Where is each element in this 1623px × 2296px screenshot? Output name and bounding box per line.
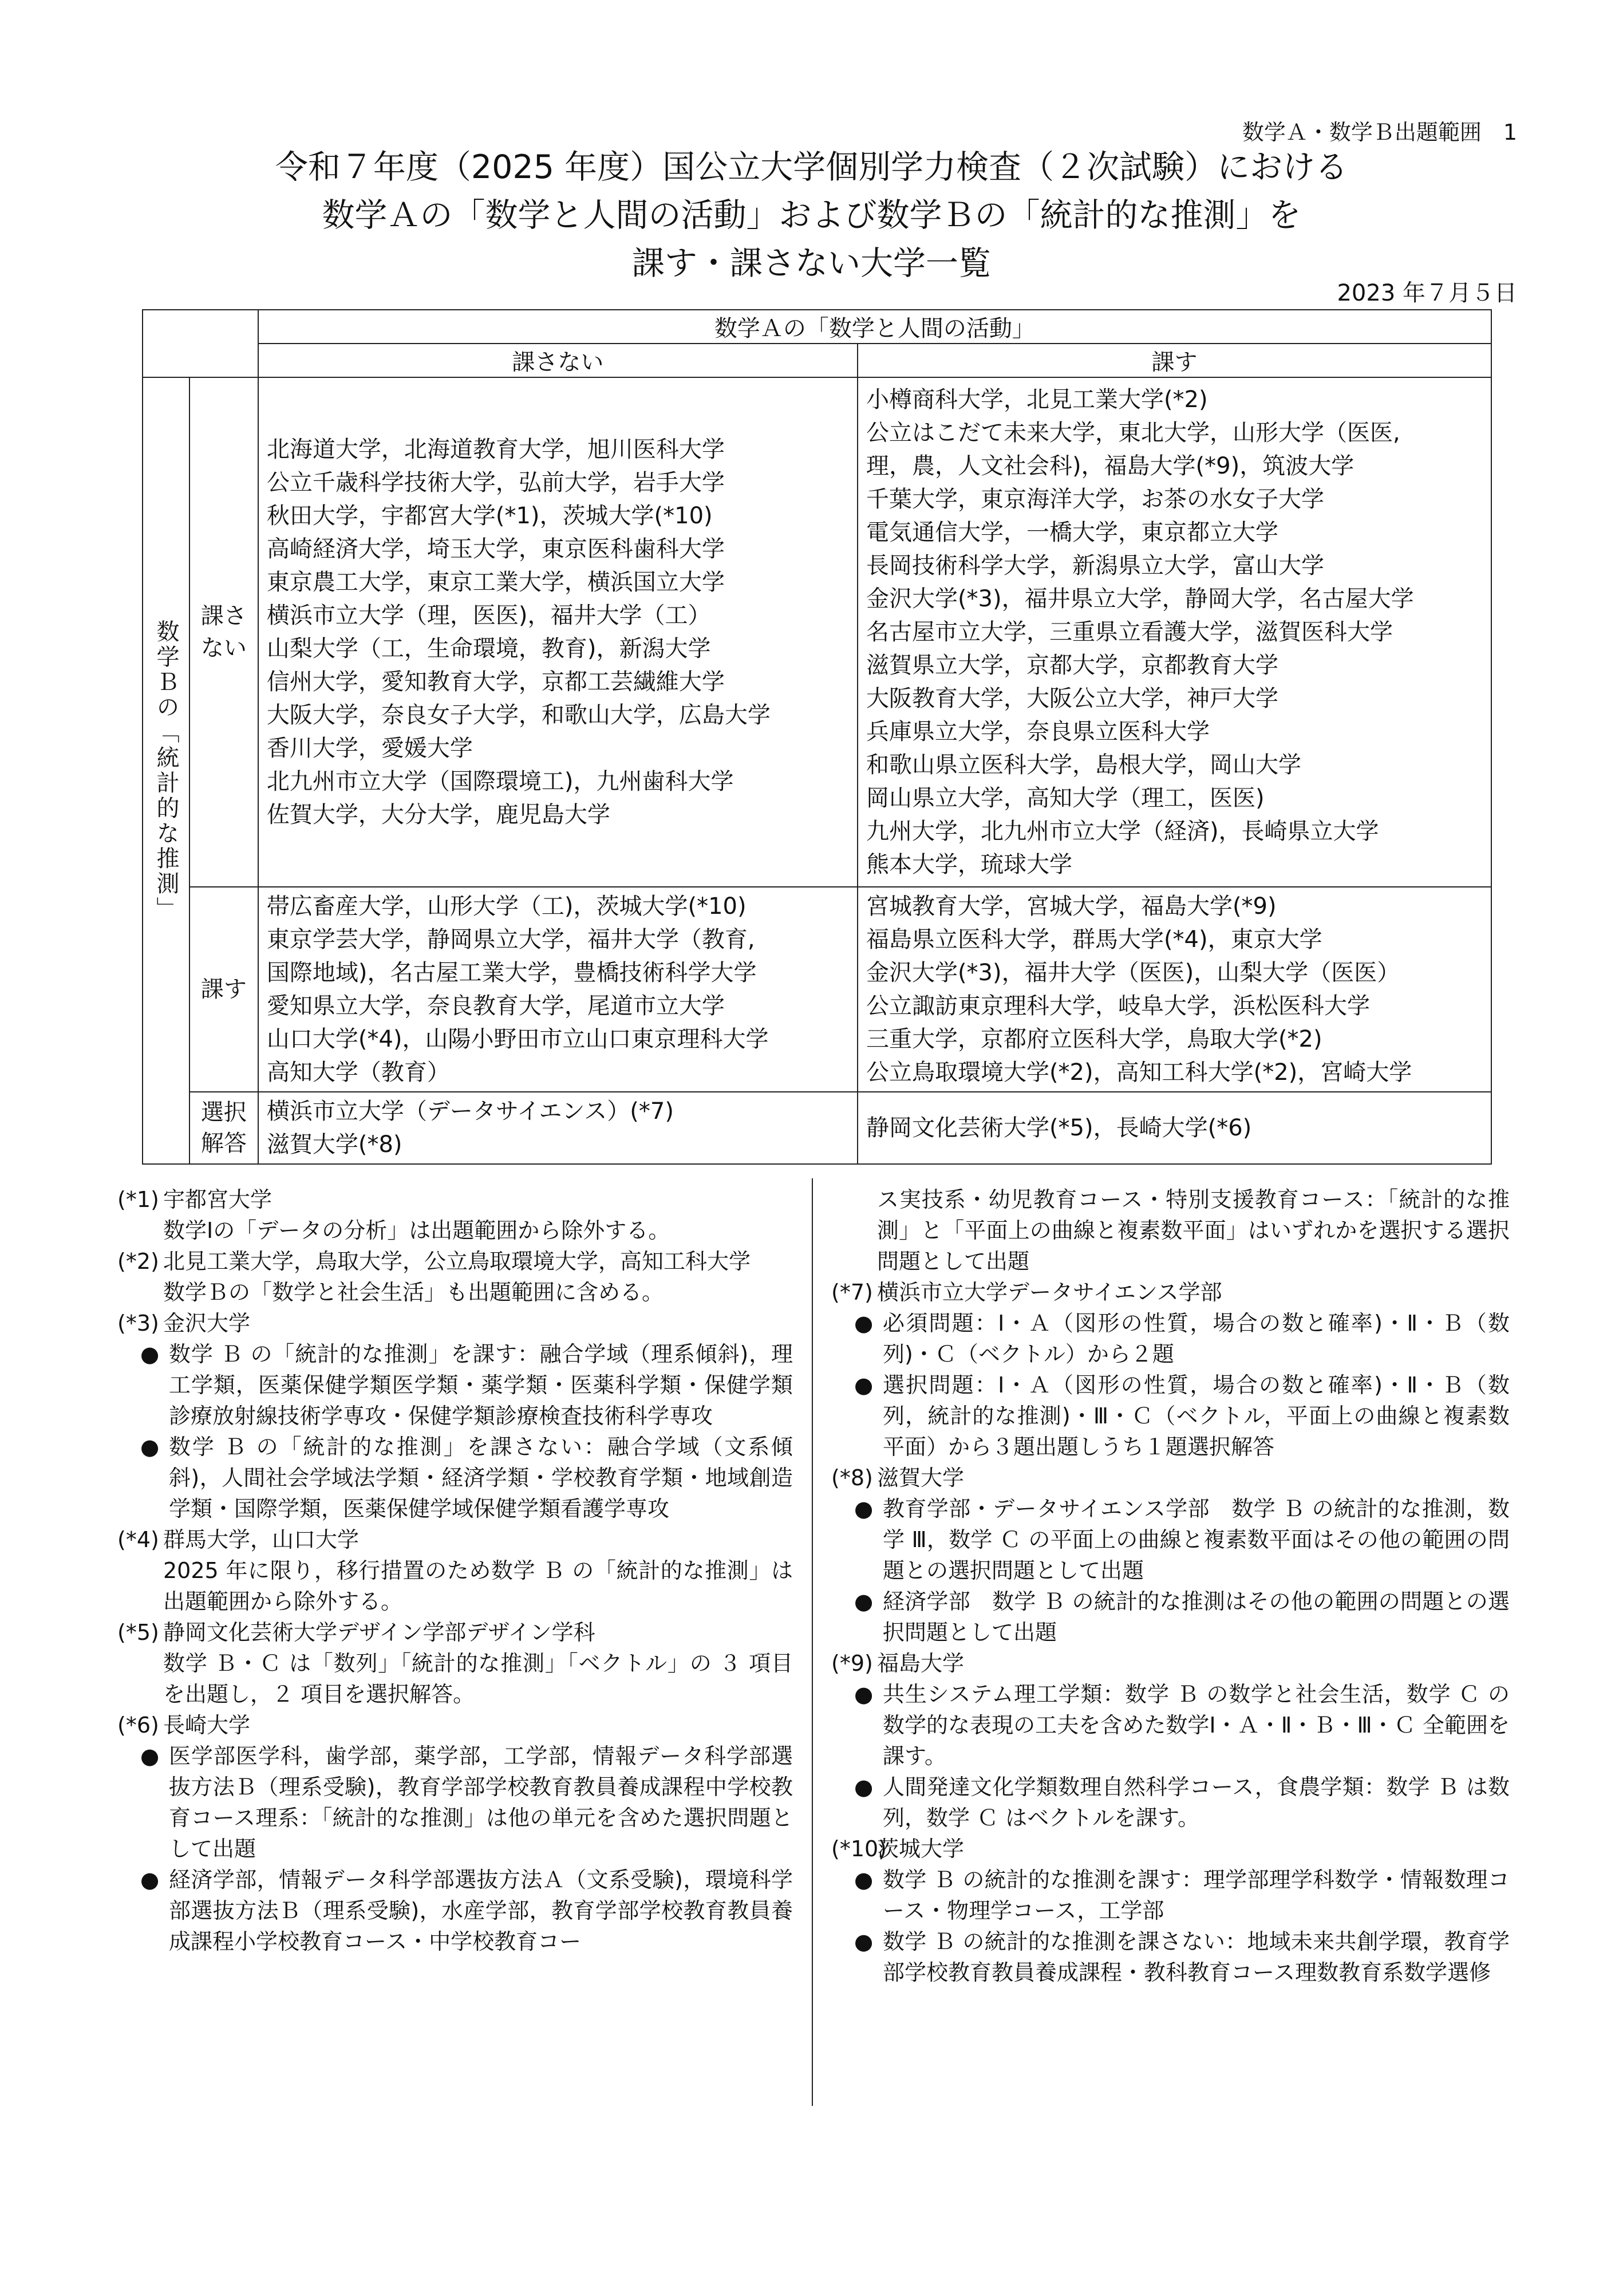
university-line: 北海道大学，北海道教育大学，旭川医科大学 [266, 436, 725, 463]
footnote-number: (*5) [117, 1620, 159, 1645]
footnote-bullet [831, 1493, 1510, 1586]
cell-yes-yes [858, 887, 1491, 1092]
footnote-heading [117, 1308, 793, 1339]
bullet-icon: ● [854, 1929, 874, 1954]
row-header-no-text: 課さ ない [200, 603, 247, 661]
university-line: 佐賀大学，大分大学，鹿児島大学 [266, 802, 610, 828]
university-line: 千葉大学，東京海洋大学，お茶の水女子大学 [866, 486, 1324, 512]
university-line: 国際地域)，名古屋工業大学，豊橋技術科学大学 [266, 960, 757, 986]
footnote-heading [831, 1648, 1510, 1679]
cell-no-yes [858, 377, 1491, 887]
university-line: 東京学芸大学，静岡県立大学，福井大学（教育, [266, 926, 755, 953]
university-line: 長岡技術科学大学，新潟県立大学，富山大学 [866, 553, 1324, 579]
university-line: 九州大学，北九州市立大学（経済)，長崎県立大学 [866, 818, 1379, 845]
footnote [117, 1246, 793, 1308]
row-header-no [189, 377, 258, 887]
footnote-number: (*8) [831, 1465, 873, 1490]
university-line: 公立千歳科学技術大学，弘前大学，岩手大学 [266, 470, 725, 496]
university-table [142, 309, 1492, 1165]
notes-left-column [117, 1184, 793, 1957]
footnote [831, 1648, 1510, 1833]
footnote-bullet [831, 1308, 1510, 1370]
university-line: 横浜市立大学（データサイエンス）(*7) [266, 1098, 674, 1125]
university-line: 福島県立医科大学，群馬大学(*4)，東京大学 [866, 926, 1322, 953]
bullet-icon: ● [854, 1682, 874, 1707]
footnote-title: 横浜市立大学データサイエンス学部 [877, 1280, 1222, 1305]
footnote-heading [831, 1462, 1510, 1493]
university-line: 三重大学，京都府立医科大学，鳥取大学(*2) [866, 1026, 1322, 1052]
cell-choice-yes [858, 1092, 1491, 1164]
university-line: 滋賀大学(*8) [266, 1131, 402, 1158]
bullet-icon: ● [140, 1342, 160, 1367]
bullet-icon: ● [854, 1774, 874, 1800]
bullet-text: 数学 Ｂ の統計的な推測を課さない：地域未来共創学環，教育学部学校教育教員養成課程・教科教育コース理数教育系数学選修 [883, 1929, 1510, 1985]
footnote-heading [831, 1277, 1510, 1308]
bullet-icon: ● [140, 1743, 160, 1769]
row-group-header [143, 377, 189, 1164]
col-header-no: 課さない [258, 344, 858, 377]
bullet-text: 経済学部，情報データ科学部選抜方法Ａ（文系受験)，環境科学部選抜方法Ｂ（理系受験)，水産学部，教育学部学校教育教員養成課程小学校教育コース・中学校教育コー [169, 1867, 793, 1954]
bullet-text: 教育学部・データサイエンス学部 数学 Ｂ の統計的な推測，数学 Ⅲ，数学 Ｃ の平面上の曲線と複素数平面はその他の範囲の問題との選択問題として出題 [883, 1496, 1510, 1583]
footnote-bullet [831, 1926, 1510, 1988]
university-line: 帯広畜産大学，山形大学（工)，茨城大学(*10) [266, 893, 747, 920]
footnote-title: 宇都宮大学 [163, 1187, 273, 1212]
footnote-title: 茨城大学 [877, 1836, 965, 1861]
university-line: 宮城教育大学，宮城大学，福島大学(*9) [866, 893, 1277, 920]
footnote-number: (*2) [117, 1249, 159, 1274]
university-line: 小樽商科大学，北見工業大学(*2) [866, 386, 1208, 413]
footnote-title: 福島大学 [877, 1651, 965, 1676]
footnote-title: 長崎大学 [163, 1713, 251, 1738]
table-corner [143, 310, 258, 377]
bullet-icon: ● [854, 1867, 874, 1892]
footnote-bullet [831, 1772, 1510, 1833]
footnote-number: (*7) [831, 1280, 873, 1305]
footnote-body: 数学Ⅰの「データの分析」は出題範囲から除外する。 [163, 1218, 670, 1243]
row-header-yes: 課す [189, 887, 258, 1092]
footnote-heading [831, 1833, 1510, 1864]
footnote [117, 1524, 793, 1617]
university-line: 公立諏訪東京理科大学，岐阜大学，浜松医科大学 [866, 993, 1370, 1019]
footnote-number: (*10) [831, 1836, 887, 1861]
footnote-bullet [117, 1864, 793, 1957]
university-line: 秋田大学，宇都宮大学(*1)，茨城大学(*10) [266, 503, 713, 529]
footnote-title: 金沢大学 [163, 1311, 251, 1336]
footnote-bullet [117, 1741, 793, 1864]
university-line: 岡山県立大学，高知大学（理工，医医) [866, 785, 1265, 811]
university-line: 電気通信大学，一橋大学，東京都立大学 [866, 519, 1278, 546]
bullet-icon: ● [854, 1496, 874, 1521]
cell-no-no [258, 377, 858, 887]
footnote-heading [117, 1617, 793, 1648]
footnote-bullet [831, 1679, 1510, 1772]
bullet-text: 選択問題：Ⅰ・Ａ（図形の性質，場合の数と確率)・Ⅱ・Ｂ（数列，統計的な推測)・Ⅲ・Ｃ（ベクトル，平面上の曲線と複素数平面）から３題出題しうち１題選択解答 [883, 1372, 1510, 1459]
footnote-heading [117, 1184, 793, 1215]
footnote-bullet [831, 1864, 1510, 1926]
col-group-header: 数学Ａの「数学と人間の活動」 [258, 310, 1491, 344]
footnote-number: (*4) [117, 1527, 159, 1552]
col-header-yes: 課す [858, 344, 1491, 377]
footnote-number: (*3) [117, 1311, 159, 1336]
university-line: 公立はこだて未来大学，東北大学，山形大学（医医, [866, 420, 1400, 446]
bullet-text: 数学 Ｂ の「統計的な推測」を課さない：融合学域（文系傾斜)，人間社会学域法学類・経済学類・学校教育学類・地域創造学類・国際学類，医薬保健学域保健学類看護学専攻 [169, 1434, 793, 1521]
bullet-icon: ● [854, 1372, 874, 1398]
footnote-heading [117, 1710, 793, 1741]
footnote [831, 1184, 1510, 1277]
bullet-icon: ● [854, 1589, 874, 1614]
bullet-text: 数学 Ｂ の統計的な推測を課す：理学部理学科数学・情報数理コース・物理学コース，工学部 [883, 1867, 1510, 1923]
title-line-1: 令和７年度（2025 年度）国公立大学個別学力検査（２次試験）における [275, 148, 1348, 186]
column-divider [812, 1178, 813, 2106]
university-line: 愛知県立大学，奈良教育大学，尾道市立大学 [266, 993, 725, 1019]
university-line: 金沢大学(*3)，福井大学（医医)，山梨大学（医医） [866, 960, 1400, 986]
university-line: 金沢大学(*3)，福井県立大学，静岡大学，名古屋大学 [866, 586, 1414, 612]
university-line: 高知大学（教育） [266, 1059, 450, 1086]
page-header-label: 数学Ａ・数学Ｂ出題範囲 1 [1242, 120, 1517, 145]
university-line: 東京農工大学，東京工業大学，横浜国立大学 [266, 569, 725, 595]
cell-choice-no [258, 1092, 858, 1164]
footnote-bullet [831, 1370, 1510, 1462]
title-line-2: 数学Ａの「数学と人間の活動」および数学Ｂの「統計的な推測」を [322, 196, 1301, 234]
university-line: 和歌山県立医科大学，島根大学，岡山大学 [866, 752, 1301, 778]
footnote-body: 数学Ｂの「数学と社会生活」も出題範囲に含める。 [163, 1280, 664, 1305]
title-line-3: 課す・課さない大学一覧 [632, 244, 991, 282]
footnote [831, 1833, 1510, 1988]
university-line: 横浜市立大学（理，医医)，福井大学（工） [266, 602, 711, 629]
university-line: 名古屋市立大学，三重県立看護大学，滋賀医科大学 [866, 619, 1393, 645]
footnote-title: 静岡文化芸術大学デザイン学部デザイン学科 [163, 1620, 595, 1645]
university-line: 北九州市立大学（国際環境工)，九州歯科大学 [266, 768, 734, 795]
footnote [117, 1308, 793, 1524]
footnote-title: 群馬大学，山口大学 [163, 1527, 360, 1552]
footnote-title: 滋賀大学 [877, 1465, 965, 1490]
cell-yes-no [258, 887, 858, 1092]
footnote [831, 1277, 1510, 1462]
university-line: 公立鳥取環境大学(*2)，高知工科大学(*2)，宮崎大学 [866, 1059, 1412, 1086]
footnote [117, 1184, 793, 1246]
footnote-number: (*1) [117, 1187, 159, 1212]
footnote-bullet [831, 1586, 1510, 1648]
footnote-heading [117, 1246, 793, 1277]
bullet-text: 医学部医学科，歯学部，薬学部，工学部，情報データ科学部選抜方法Ｂ（理系受験)，教育学部学校教育教員養成課程中学校教育コース理系：「統計的な推測」は他の単元を含めた選択問題として出題 [169, 1743, 793, 1861]
row-header-choice [189, 1092, 258, 1164]
university-line: 大阪大学，奈良女子大学，和歌山大学，広島大学 [266, 702, 771, 728]
notes-right-column [831, 1184, 1510, 1988]
bullet-text: 人間発達文化学類数理自然科学コース，食農学類：数学 Ｂ は数列，数学 Ｃ はベクトルを課す。 [883, 1774, 1510, 1831]
university-line: 理，農，人文社会科)，福島大学(*9)，筑波大学 [866, 453, 1355, 479]
footnote-bullet [117, 1431, 793, 1524]
university-line: 香川大学，愛媛大学 [266, 735, 473, 762]
footnote-continuation: ス実技系・幼児教育コース・特別支援教育コース：「統計的な推測」と「平面上の曲線と複素数平面」はいずれかを選択する選択問題として出題 [877, 1187, 1510, 1274]
footnote-heading [117, 1524, 793, 1555]
footnote [117, 1617, 793, 1710]
footnote-number: (*9) [831, 1651, 873, 1676]
bullet-text: 共生システム理工学類：数学 Ｂ の数学と社会生活，数学 Ｃ の数学的な表現の工夫を含めた数学Ⅰ・Ａ・Ⅱ・Ｂ・Ⅲ・Ｃ 全範囲を課す。 [883, 1682, 1510, 1769]
bullet-icon: ● [140, 1867, 160, 1892]
row-group-label: 数学Ｂの「統計的な推測」 [152, 620, 179, 922]
university-line: 高崎経済大学，埼玉大学，東京医科歯科大学 [266, 536, 725, 562]
bullet-text: 必須問題：Ⅰ・Ａ（図形の性質，場合の数と確率)・Ⅱ・Ｂ（数列)・Ｃ（ベクトル）から２題 [883, 1311, 1510, 1367]
bullet-icon: ● [140, 1434, 160, 1459]
university-line: 兵庫県立大学，奈良県立医科大学 [866, 719, 1210, 745]
university-line: 山口大学(*4)，山陽小野田市立山口東京理科大学 [266, 1026, 769, 1052]
bullet-text: 数学 Ｂ の「統計的な推測」を課す：融合学域（理系傾斜)，理工学類，医薬保健学類医学類・薬学類・医薬科学類・保健学類診療放射線技術学専攻・保健学類診療検査技術科学専攻 [169, 1342, 793, 1429]
university-line: 山梨大学（工，生命環境，教育)，新潟大学 [266, 636, 711, 662]
university-line: 滋賀県立大学，京都大学，京都教育大学 [866, 652, 1278, 678]
footnote [831, 1462, 1510, 1648]
bullet-text: 経済学部 数学 Ｂ の統計的な推測はその他の範囲の問題との選択問題として出題 [883, 1589, 1510, 1645]
university-line: 熊本大学，琉球大学 [866, 851, 1072, 878]
footnote-title: 北見工業大学，鳥取大学，公立鳥取環境大学，高知工科大学 [163, 1249, 751, 1274]
footnote-bullet [117, 1339, 793, 1431]
footnote-number: (*6) [117, 1713, 159, 1738]
university-line: 信州大学，愛知教育大学，京都工芸繊維大学 [266, 669, 725, 695]
university-line: 静岡文化芸術大学(*5)，長崎大学(*6) [866, 1115, 1252, 1141]
university-line: 大阪教育大学，大阪公立大学，神戸大学 [866, 685, 1278, 712]
document-title [0, 143, 1623, 287]
bullet-icon: ● [854, 1311, 874, 1336]
footnote-body: 数学 Ｂ・Ｃ は「数列」「統計的な推測」「ベクトル」の ３ 項目を出題し，２ 項目を選択解答。 [163, 1651, 793, 1707]
footnote-body: 2025 年に限り，移行措置のため数学 Ｂ の「統計的な推測」は出題範囲から除外する。 [163, 1558, 793, 1614]
document-date: 2023 年７月５日 [1337, 280, 1517, 306]
footnote [117, 1710, 793, 1957]
row-header-choice-text: 選択 解答 [200, 1099, 247, 1157]
